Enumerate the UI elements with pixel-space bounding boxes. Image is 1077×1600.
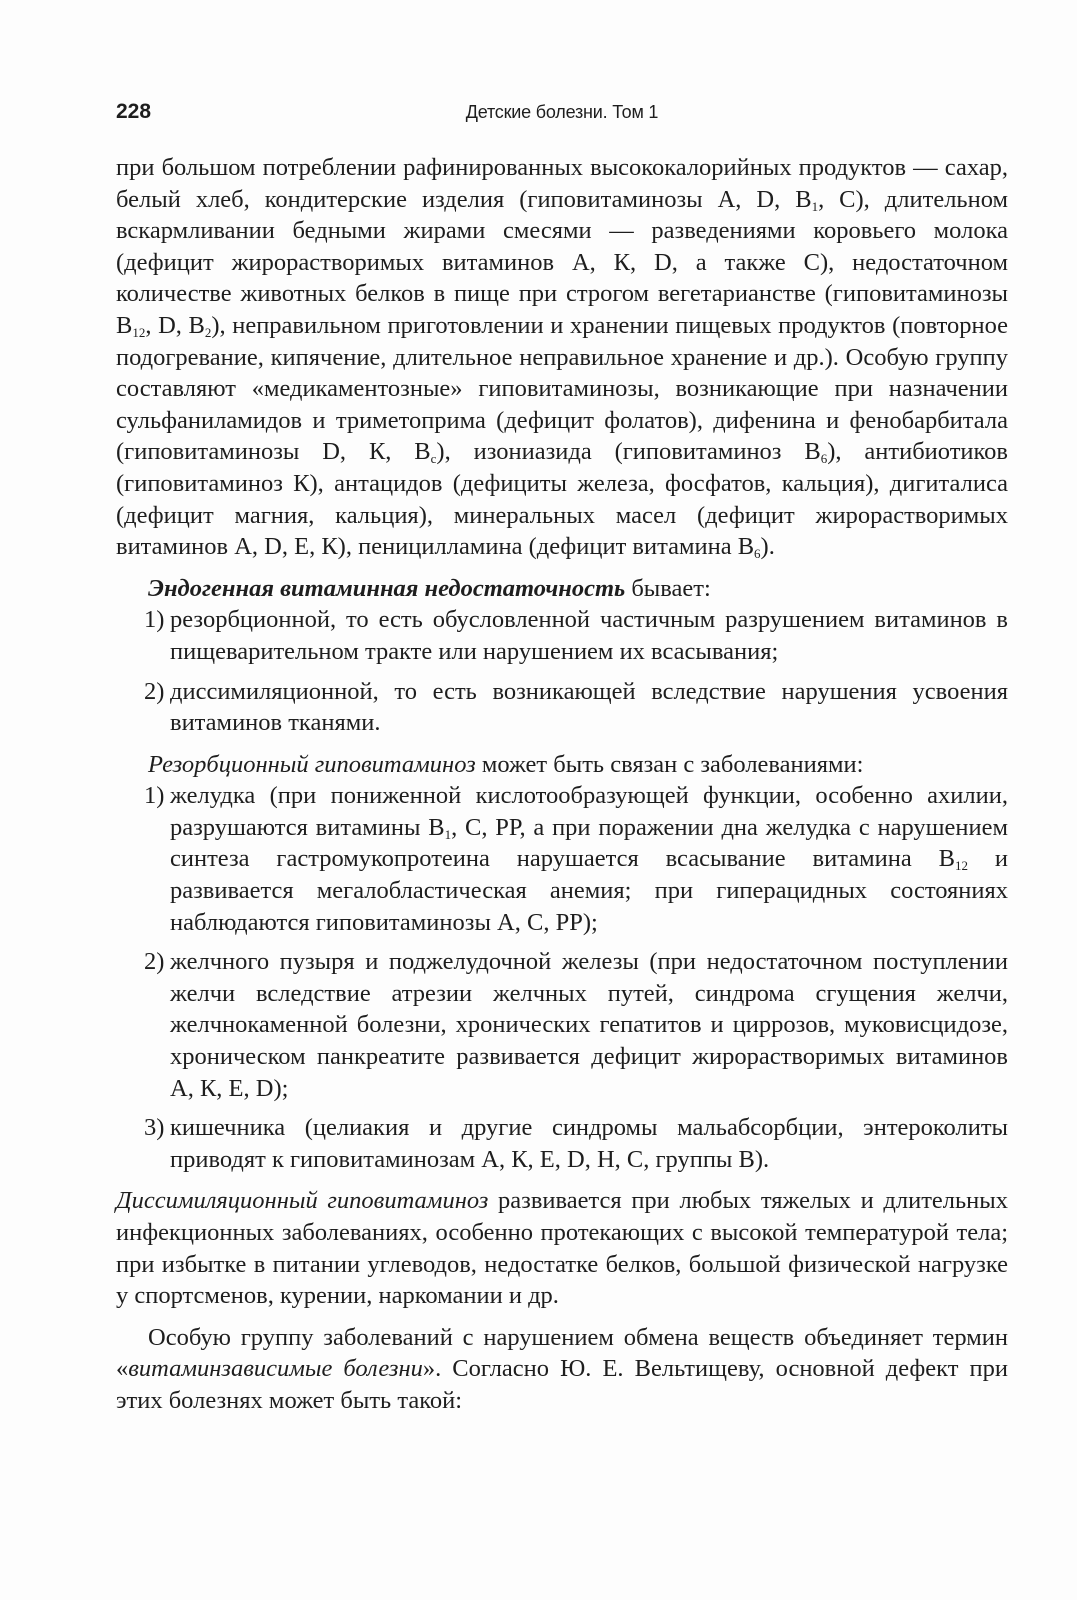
paragraph-vitamin-dependent: Особую группу заболеваний с нарушением обмена веществ объединяет термин «витаминзависимые болезни». Согласно Ю. Е. Вельтищеву, основной дефект при этих болезнях может быть такой: <box>116 1323 1008 1414</box>
term-endogenous: Эндогенная витаминная недостаточность <box>148 574 626 602</box>
paragraph-dissimilation: Диссимиляционный гиповитаминоз развивается при любых тяжелых и длительных инфекционных заболеваниях, особенно протекающих с высокой температурой тела; при избытке в питании углеводов, недостатке белков, большой физической нагрузке у спортсменов, курении, наркомании и др. <box>116 1187 1009 1310</box>
list-item: 1) желудка (при пониженной кислотообразующей функции, особенно ахилии, разрушаются витамины $В_1$, С, РР, а при поражении дна желудка с нарушением синтеза гастромукопротеина нарушается всасывание витамина $В_{12}$ и развивается мегалобластическая анемия; при гиперацидных состояниях наблюдаются гиповитаминозы А, С, РР); <box>144 782 1008 936</box>
term-vitamin-dependent: витаминзависимые болезни <box>128 1355 423 1383</box>
list-diseases <box>116 780 1008 1175</box>
paragraph-exogenous-causes: при большом потреблении рафинированных высококалорийных продуктов — сахар, белый хлеб, кондитерские изделия (гиповитаминозы А, D, $В_1$, С), длительном вскармливании бедными жирами смесями — разведениями коровьего молока (дефицит жирорастворимых витаминов А, К, D, а также С), недостаточном количестве животных белков в пище при строгом вегетарианстве (гиповитаминозы $В_{12}$, D, $В_2$), неправильном приготовлении и хранении пищевых продуктов (повторное подогревание, кипячение, длительное неправильное хранение и др.). Особую группу составляют «медикаментозные» гиповитаминозы, возникающие при назначении сульфаниламидов и триметоприма (дефицит фолатов), дифенина и фенобарбитала (гиповитаминозы D, К, $В_c$), изониазида (гиповитаминоз $В_6$), антибиотиков (гиповитаминоз К), антацидов (дефициты железа, фосфатов, кальция), дигиталиса (дефицит магния, кальция), минеральных масел (дефицит жирорастворимых витаминов А, D, Е, К), пеницилламина (дефицит витамина $В_6$). <box>116 154 1008 562</box>
term-dissimilation: Диссимиляционный гиповитаминоз <box>116 1187 489 1215</box>
book-title: Детские болезни. Том 1 <box>465 102 659 122</box>
list-endogenous-types <box>116 604 1008 738</box>
paragraph-resorption: Резорбционный гиповитаминоз может быть связан с заболеваниями: <box>148 750 864 778</box>
running-head <box>116 100 1008 130</box>
list-item: 2) желчного пузыря и поджелудочной железы (при недостаточном поступлении желчи вследствие атрезии желчных путей, синдрома сгущения желчи, желчнокаменной болезни, хронических гепатитов и циррозов, муковисцидозе, хроническом панкреатите развивается дефицит жирорастворимых витаминов А, К, Е, D); <box>144 948 1008 1102</box>
page-number: 228 <box>116 100 152 123</box>
list-item: 2) диссимиляционной, то есть возникающей вследствие нарушения усвоения витаминов тканями. <box>144 677 1008 737</box>
term-resorption: Резорбционный гиповитаминоз <box>148 750 476 778</box>
list-item: 3) кишечника (целиакия и другие синдромы мальабсорбции, энтероколиты приводят к гиповитаминозам А, К, Е, D, Н, С, группы В). <box>144 1114 1008 1173</box>
list-item: 1) резорбционной, то есть обусловленной частичным разрушением витаминов в пищеварительном тракте или нарушением их всасывания; <box>144 606 1008 665</box>
paragraph-endogenous: Эндогенная витаминная недостаточность бывает: <box>148 574 711 602</box>
body-text <box>116 152 1008 1417</box>
